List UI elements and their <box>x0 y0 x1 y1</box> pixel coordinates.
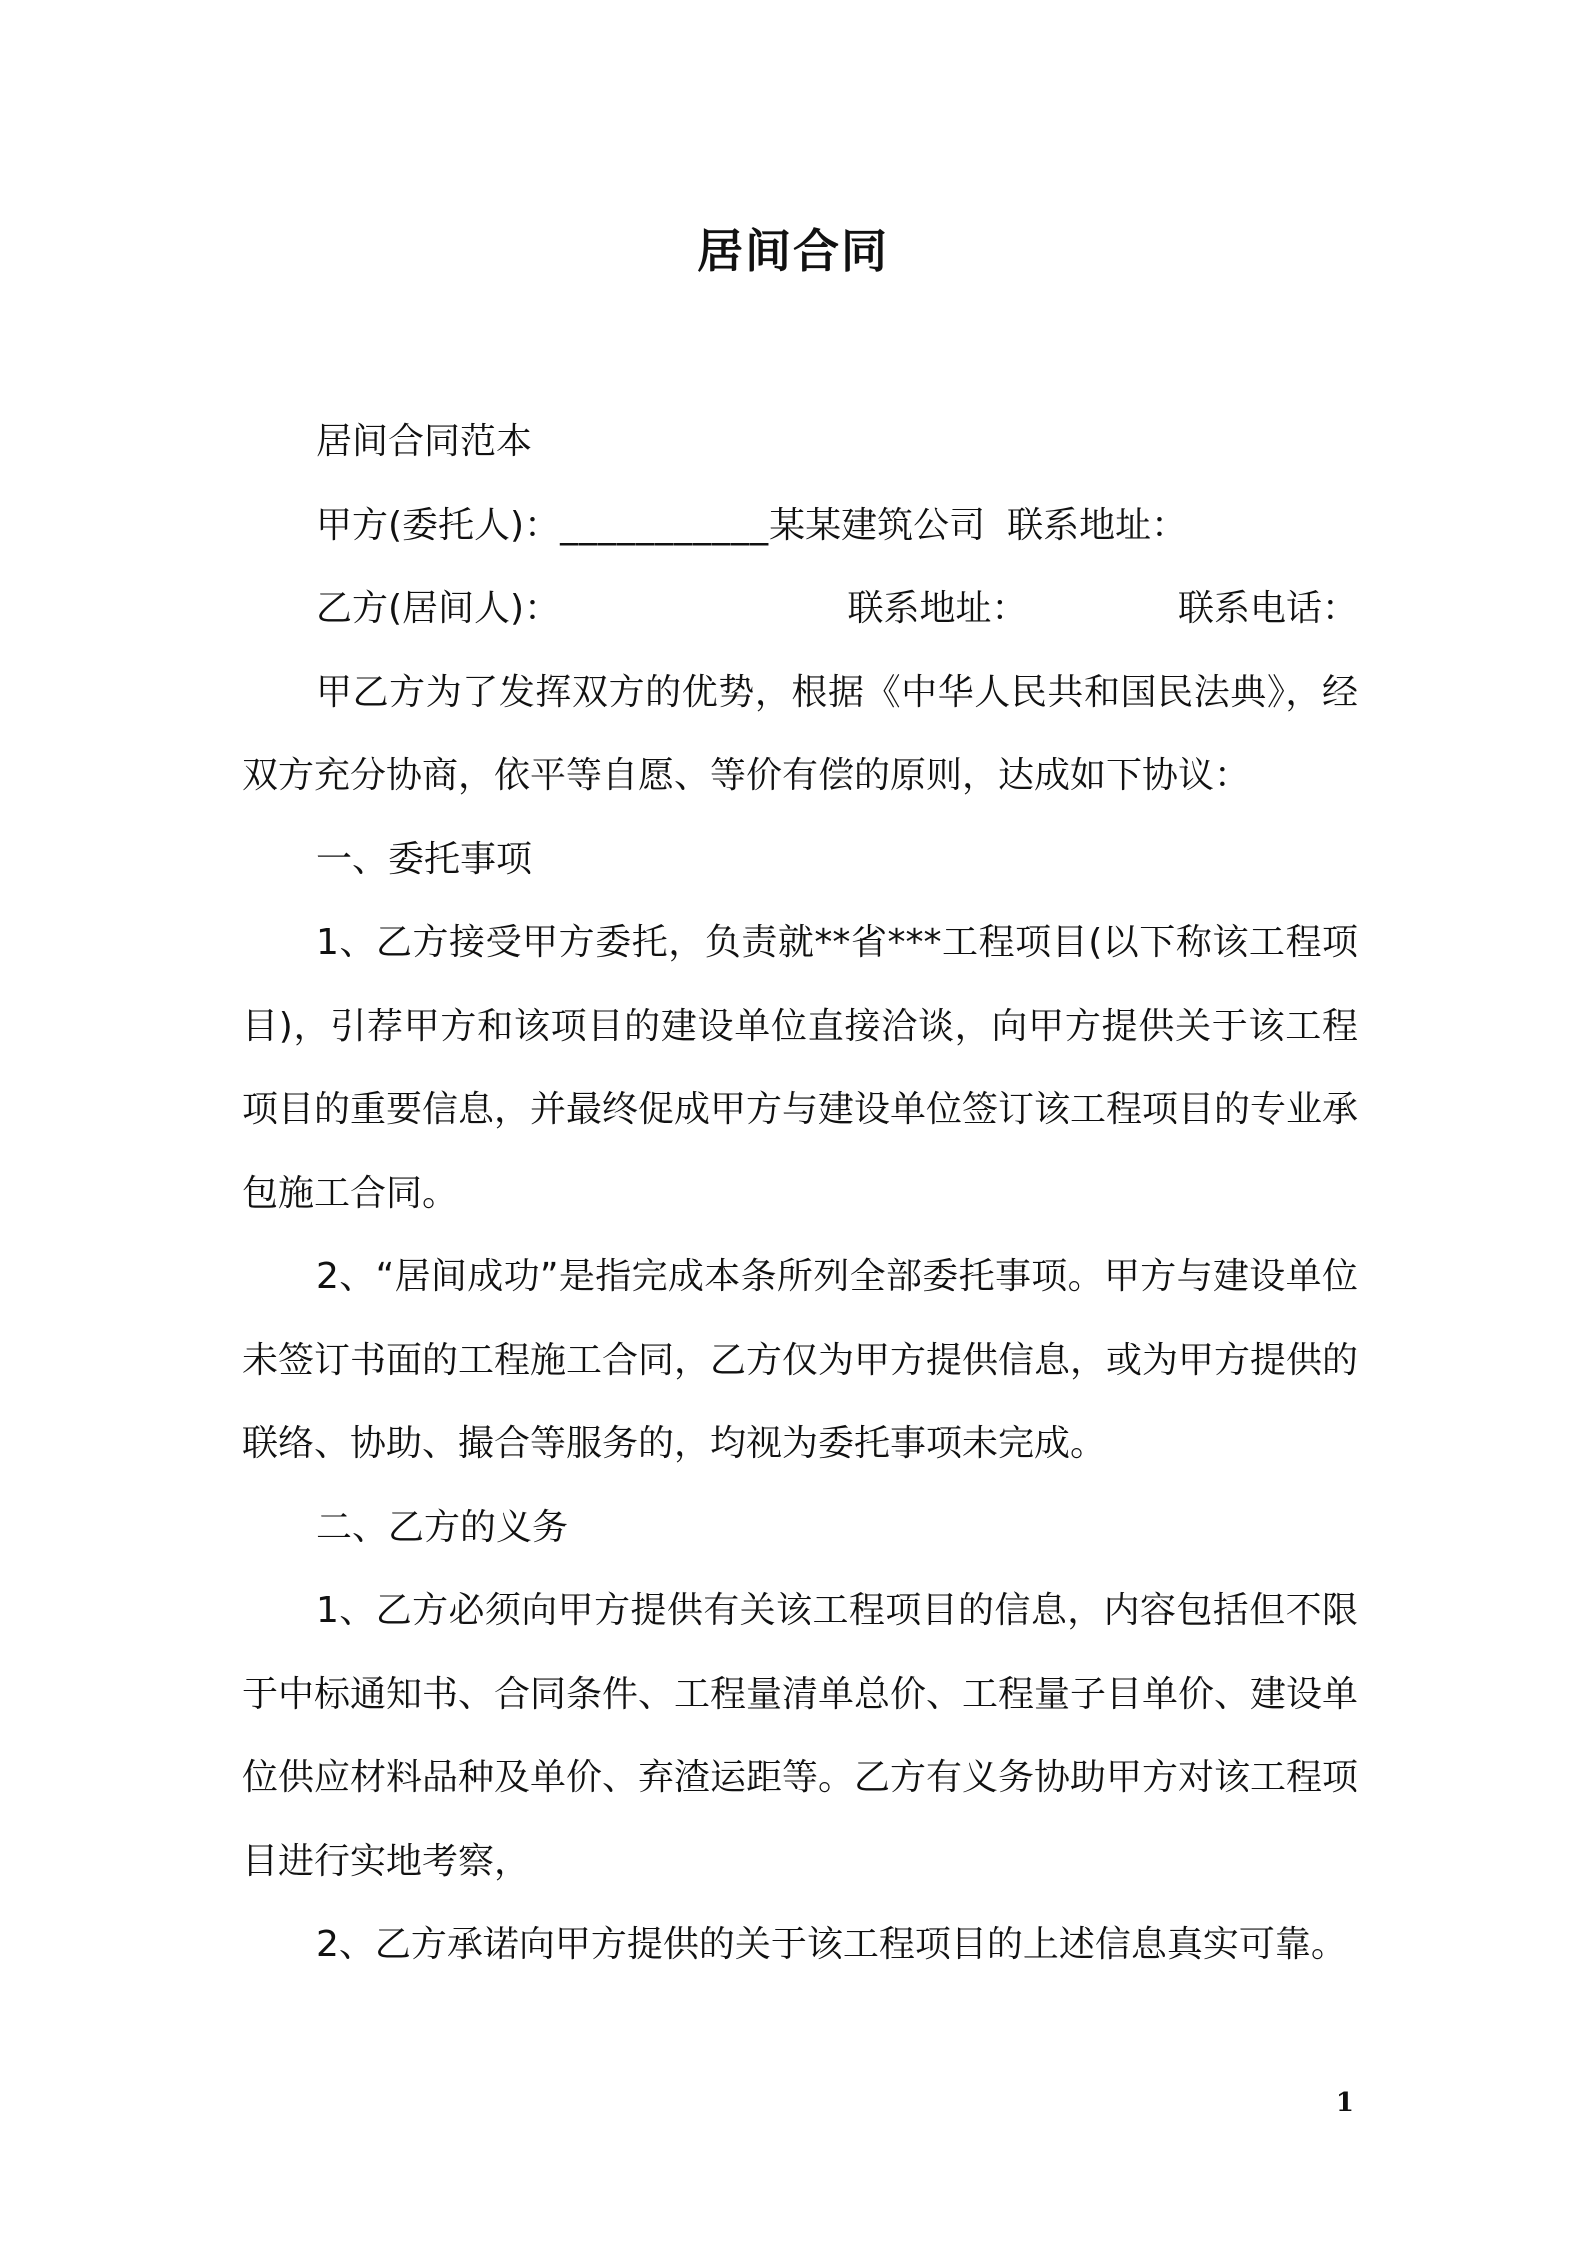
preamble-paragraph: 甲乙方为了发挥双方的优势，根据《中华人民共和国民法典》，经双方充分协商，依平等自愿、等价有偿的原则，达成如下协议： <box>242 671 1358 796</box>
party-a-blank: ___________ <box>560 504 770 546</box>
page-number: 1 <box>1335 2088 1354 2118</box>
clause-paragraph: 2、“居间成功”是指完成本条所列全部委托事项。甲方与建设单位未签订书面的工程施工合同，乙方仅为甲方提供信息，或为甲方提供的联络、协助、撮合等服务的，均视为委托事项未完成。 <box>242 1256 1359 1464</box>
party-b-line <box>242 567 1358 651</box>
party-a-name: 某某建筑公司 <box>769 504 986 546</box>
party-b-address-label: 联系地址： <box>847 588 1028 629</box>
contract-subtitle: 居间合同范本 <box>316 421 533 462</box>
clause-paragraph: 2、乙方承诺向甲方提供的关于该工程项目的上述信息真实可靠。 <box>316 1924 1347 1965</box>
party-b-phone-label: 联系电话： <box>1177 588 1358 629</box>
document-body <box>242 400 1358 1987</box>
party-b-label: 乙方(居间人)： <box>316 588 561 629</box>
clause-paragraph: 1、乙方必须向甲方提供有关该工程项目的信息，内容包括但不限于中标通知书、合同条件、工程量清单总价、工程量子目单价、建设单位供应材料品种及单价、弃渣运距等。乙方有义务协助甲方对该工程项目进行实地考察， <box>242 1590 1359 1882</box>
document-title: 居间合同 <box>697 224 889 278</box>
party-a-line <box>242 484 1358 568</box>
party-a-address-label: 联系地址： <box>1007 504 1188 546</box>
section-heading: 二、乙方的义务 <box>316 1506 569 1548</box>
party-a-label: 甲方(委托人)： <box>316 504 561 546</box>
subtitle-line <box>242 400 1358 484</box>
clause-paragraph: 1、乙方接受甲方委托，负责就**省***工程项目(以下称该工程项目)，引荐甲方和该项目的建设单位直接洽谈，向甲方提供关于该工程项目的重要信息，并最终促成甲方与建设单位签订该工程项目的专业承包施工合同。 <box>242 922 1359 1214</box>
section-heading: 一、委托事项 <box>316 838 533 880</box>
